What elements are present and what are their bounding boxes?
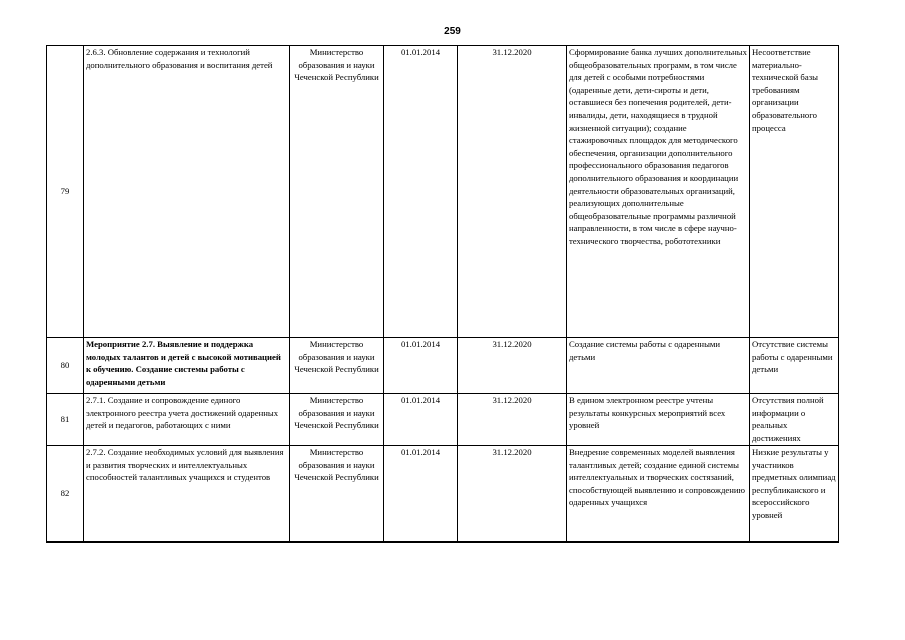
- expected-result: Внедрение современных моделей выявления талантливых детей; создание единой системы интеллектуальных и творческих состязаний, способствующей выявлению и сопровождению одаренных учащихся: [567, 446, 750, 542]
- row-number: 79: [47, 46, 84, 338]
- table-row: [47, 394, 839, 446]
- executor: Министерство образования и науки Чеченской Республики: [290, 446, 384, 542]
- table-row: [47, 338, 839, 394]
- executor: Министерство образования и науки Чеченской Республики: [290, 338, 384, 394]
- row-number: 82: [47, 446, 84, 542]
- measures-table: [46, 45, 839, 543]
- non-implementation-consequence: Несоответствие материально-технической базы требованиям организации образовательного процесса: [750, 46, 839, 338]
- row-number: 81: [47, 394, 84, 446]
- end-date: 31.12.2020: [458, 394, 567, 446]
- executor: Министерство образования и науки Чеченской Республики: [290, 46, 384, 338]
- executor: [290, 394, 384, 446]
- expected-result: Создание системы работы с одаренными детьми: [567, 338, 750, 394]
- expected-result: В едином электронном реестре учтены результаты конкурсных мероприятий всех уровней: [567, 394, 750, 446]
- table-row: [47, 446, 839, 542]
- start-date: 01.01.2014: [384, 446, 458, 542]
- start-date: 01.01.2014: [384, 394, 458, 446]
- measure-title: [84, 394, 290, 446]
- end-date: 31.12.2020: [458, 446, 567, 542]
- non-implementation-consequence: Отсутствие системы работы с одаренными детьми: [750, 338, 839, 394]
- executor-text: Министерство образования и науки Чеченской Республики: [294, 395, 379, 431]
- non-implementation-consequence: Низкие результаты у участников предметных олимпиад республиканского и всероссийского уровней: [750, 446, 839, 542]
- measure-title: Мероприятие 2.7. Выявление и поддержка молодых талантов и детей с высокой мотивацией к обучению. Создание системы работы с одаренными детьми: [84, 338, 290, 394]
- end-date: 31.12.2020: [458, 338, 567, 394]
- expected-result: Сформирование банка лучших дополнительных общеобразовательных программ, в том числе для детей с особыми потребностями (одаренные дети, дети-сироты и дети, оставшиеся без попечения родителей, дети-инвалиды, дети, находящиеся в трудной жизненной ситуации); создание стажировочных площадок для методического обеспечения, организации дополнительного профессионального образования педагогов дополнительного образования и координации деятельности образовательных организаций, реализующих дополнительные общеобразовательные программы различной направленности, в том числе в сфере научно-технического творчества, робототехники: [567, 46, 750, 338]
- page-number: 259: [444, 26, 461, 37]
- end-date: 31.12.2020: [458, 46, 567, 338]
- table-row: [47, 46, 839, 338]
- row-number: 80: [47, 338, 84, 394]
- measure-title: 2.7.2. Создание необходимых условий для выявления и развития творческих и интеллектуальных способностей талантливых учащихся и студентов: [84, 446, 290, 542]
- start-date: 01.01.2014: [384, 338, 458, 394]
- measure-title-text: 2.7.1. Создание и сопровождение единого электронного реестра учета достижений одаренных детей и педагогов, работающих с ними: [86, 395, 279, 431]
- non-implementation-consequence: [750, 394, 839, 446]
- measure-title: 2.6.3. Обновление содержания и технологий дополнительного образования и воспитания детей: [84, 46, 290, 338]
- start-date: 01.01.2014: [384, 46, 458, 338]
- consequence-text: Отсутствия полной информации о реальных достижениях: [752, 395, 824, 443]
